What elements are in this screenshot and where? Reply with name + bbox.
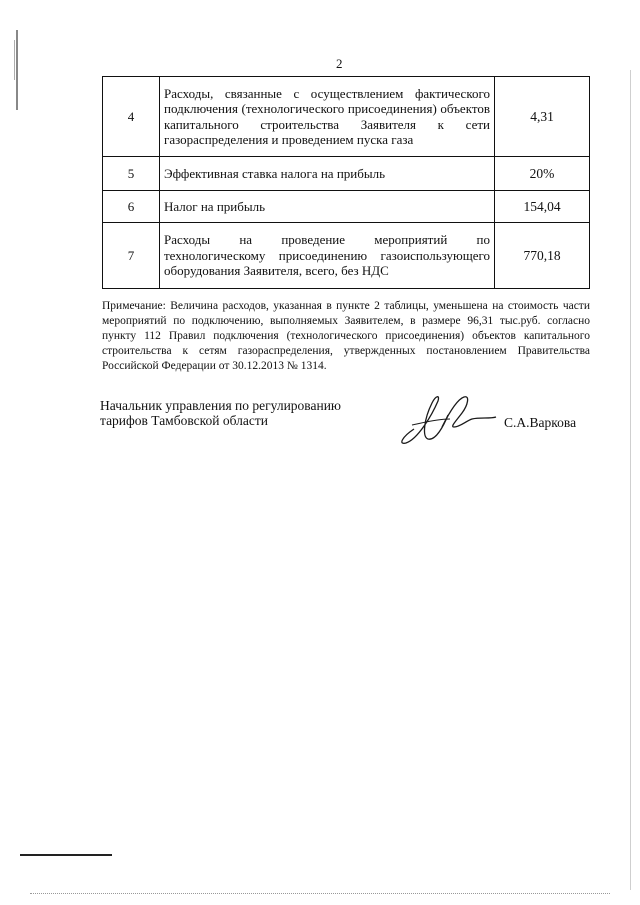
table-row	[103, 77, 590, 157]
signatory-position	[100, 398, 341, 428]
row-description: Налог на прибыль	[160, 191, 495, 223]
scan-edge-mark	[14, 40, 15, 80]
row-number: 7	[103, 223, 160, 289]
costs-table	[102, 76, 590, 289]
scan-edge-line	[30, 893, 610, 895]
row-description: Эффективная ставка налога на прибыль	[160, 157, 495, 191]
scan-edge-line	[630, 70, 631, 890]
table-row	[103, 157, 590, 191]
row-number: 6	[103, 191, 160, 223]
row-value: 154,04	[495, 191, 590, 223]
table-row	[103, 223, 590, 289]
row-number: 5	[103, 157, 160, 191]
scan-edge-mark	[20, 854, 112, 856]
scan-edge-mark	[16, 30, 18, 110]
row-value: 770,18	[495, 223, 590, 289]
position-line: Начальник управления по регулированию	[100, 398, 342, 413]
handwritten-signature	[392, 385, 502, 455]
table-row	[103, 191, 590, 223]
footnote: Примечание: Величина расходов, указанная в пункте 2 таблицы, уменьшена на стоимость части мероприятий по подключению, выполняемых Заявителем, в размере 96,31 тыс.руб. согласно пункту 112 Правил подключения (технологического присоединения) объектов капитального строительства к сетям газораспределения, утвержденных постановлением Правительства Российской Федерации от 30.12.2013 № 1314.	[102, 300, 590, 372]
row-description: Расходы, связанные с осуществлением фактического подключения (технологического присоединения) объектов капитального строительства Заявителя к сети газораспределения и проведением пуска газа	[160, 77, 495, 157]
row-number: 4	[103, 77, 160, 157]
row-description: Расходы на проведение мероприятий по технологическому присоединению газоиспользующего оборудования Заявителя, всего, без НДС	[160, 223, 495, 289]
row-value: 20%	[495, 157, 590, 191]
signer-name: С.А.Варкова	[504, 415, 577, 430]
page-number: 2	[336, 56, 343, 71]
position-line: тарифов Тамбовской области	[100, 413, 268, 428]
row-value: 4,31	[495, 77, 590, 157]
